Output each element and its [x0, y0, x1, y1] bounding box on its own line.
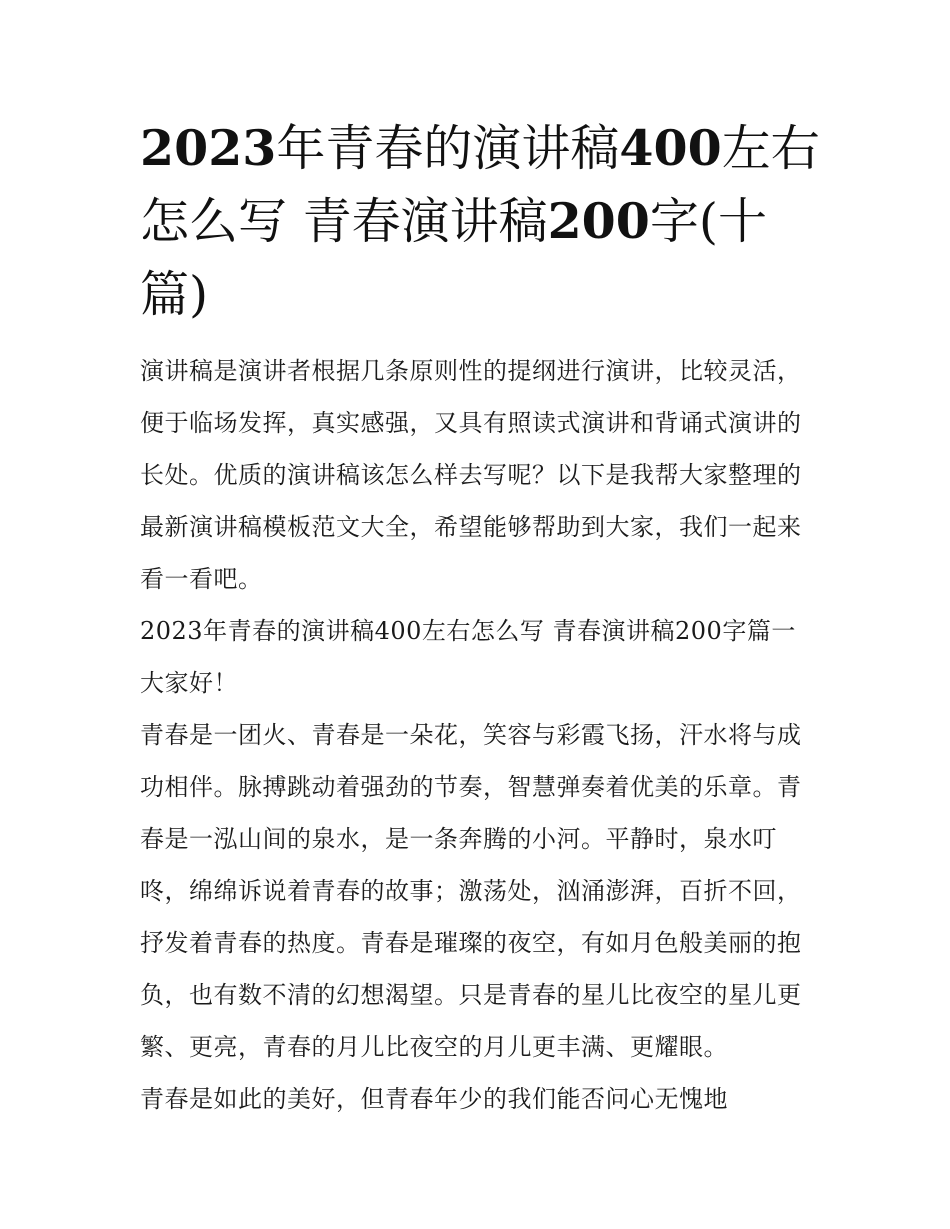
- greeting-paragraph: 大家好！: [140, 669, 238, 697]
- body-paragraph: 青春是一团火、青春是一朵花，笑容与彩霞飞扬，汗水将与成功相伴。脉搏跳动着强劲的节奏，智慧弹奏着优美的乐章。青春是一泓山间的泉水，是一条奔腾的小河。平静时，泉水叮咚，绵绵诉说着青春的故事；激荡处，汹涌澎湃，百折不回，抒发着青春的热度。青春是璀璨的夜空，有如月色般美丽的抱负，也有数不清的幻想渴望。只是青春的星儿比夜空的星儿更繁、更亮，青春的月儿比夜空的月儿更丰满、更耀眼。: [140, 721, 802, 1061]
- document-body: [140, 112, 820, 1125]
- intro-paragraph: 演讲稿是演讲者根据几条原则性的提纲进行演讲，比较灵活，便于临场发挥，真实感强，又具有照读式演讲和背诵式演讲的长处。优质的演讲稿该怎么样去写呢？以下是我帮大家整理的最新演讲稿模板范文大全，希望能够帮助到大家，我们一起来看一看吧。: [140, 357, 802, 593]
- section-heading: 2023年青春的演讲稿400左右怎么写 青春演讲稿200字篇一: [140, 617, 796, 645]
- document-title: 2023年青春的演讲稿400左右怎么写 青春演讲稿200字(十篇): [140, 119, 820, 323]
- body-paragraph-continued: 青春是如此的美好，但青春年少的我们能否问心无愧地: [140, 1085, 728, 1113]
